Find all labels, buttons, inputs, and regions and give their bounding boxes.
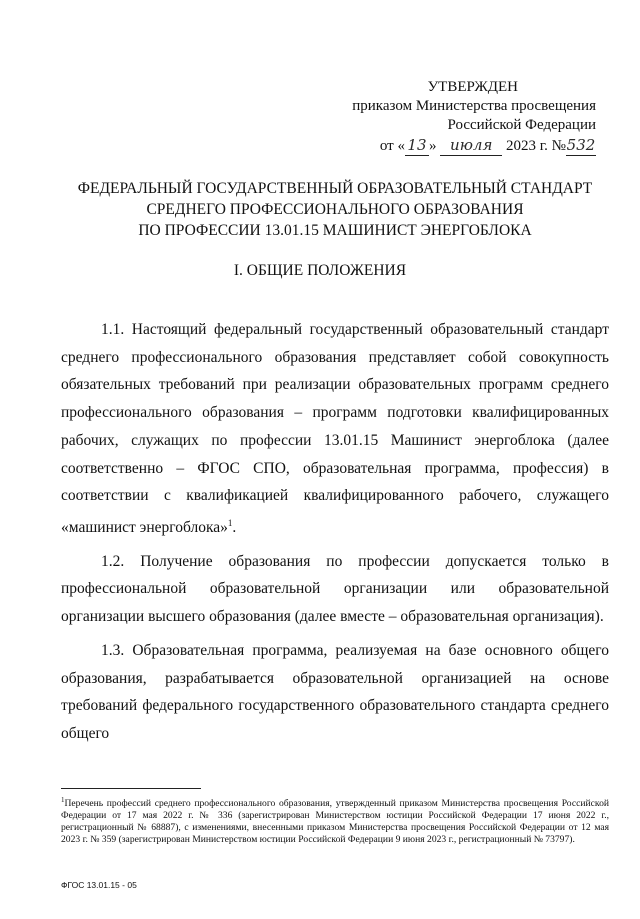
title-line-3: ПО ПРОФЕССИИ 13.01.15 МАШИНИСТ ЭНЕРГОБЛОКА — [138, 222, 532, 239]
footnote-text: Перечень профессий среднего профессионального образования, утвержденный приказом Министерства просвещения Российской Федерации от 17 мая 2022 г. № 336 (зарегистрирован Министерством юстиции Российской Федерации 17 июня 2022 г., регистрационный № 68887), с изменениями, внесенными приказом Министерства просвещения Российской Федерации от 12 мая 2023 г. № 359 (зарегистрирован Министерством юстиции Российской Федерации 9 июня 2023 г., регистрационный № 73797). — [61, 798, 609, 846]
paragraph-1-2: 1.2. Получение образования по профессии допускается только в профессиональной образовательной организации или образовательной организации высшего образования (далее вместе – образовательная организация). — [61, 552, 609, 626]
date-prefix: от « — [379, 138, 405, 154]
title-line-2: СРЕДНЕГО ПРОФЕССИОНАЛЬНОГО ОБРАЗОВАНИЯ — [146, 201, 524, 218]
paragraph-1-1-end: . — [232, 519, 237, 537]
approval-block — [352, 78, 596, 156]
footnote-marker: 1 — [61, 796, 65, 804]
handwritten-day: 13 — [405, 136, 429, 156]
document-body — [61, 316, 609, 748]
title-line-1: ФЕДЕРАЛЬНЫЙ ГОСУДАРСТВЕННЫЙ ОБРАЗОВАТЕЛЬНЫЙ СТАНДАРТ — [77, 180, 593, 197]
footnote-reference: 1 — [227, 517, 233, 528]
handwritten-month: июля — [440, 136, 502, 156]
document-title — [60, 178, 610, 241]
footnote-divider — [61, 788, 201, 789]
section-heading: I. ОБЩИЕ ПОЛОЖЕНИЯ — [233, 262, 407, 279]
document-code: ФГОС 13.01.15 - 05 — [61, 880, 137, 890]
handwritten-order-number: 532 — [566, 136, 596, 154]
date-year: 2023 г. № — [505, 138, 566, 154]
approval-country-line: Российской Федерации — [447, 117, 596, 133]
approval-date-line — [352, 136, 596, 156]
date-mid: » — [428, 138, 437, 154]
footnote — [61, 794, 609, 846]
paragraph-1-1-text: 1.1. Настоящий федеральный государственный образовательный стандарт среднего профессионального образования представляет собой совокупность обязательных требований при реализации образовательных программ среднего профессионального образования – программ подготовки квалифицированных рабочих, служащих по профессии 13.01.15 Машинист энергоблока (далее соответственно – ФГОС СПО, образовательная программа, профессия) в соответствии с квалификацией квалифицированного рабочего, служащего «машинист энергоблока» — [61, 321, 609, 537]
approval-order-line: приказом Министерства просвещения — [352, 98, 596, 114]
paragraph-1-3: 1.3. Образовательная программа, реализуемая на базе основного общего образования, разрабатывается образовательной организацией на основе требований федерального государственного образовательного стандарта среднего общего — [61, 641, 609, 742]
paragraph-1-1 — [61, 316, 609, 542]
approved-label: УТВЕРЖДЕН — [427, 79, 518, 95]
